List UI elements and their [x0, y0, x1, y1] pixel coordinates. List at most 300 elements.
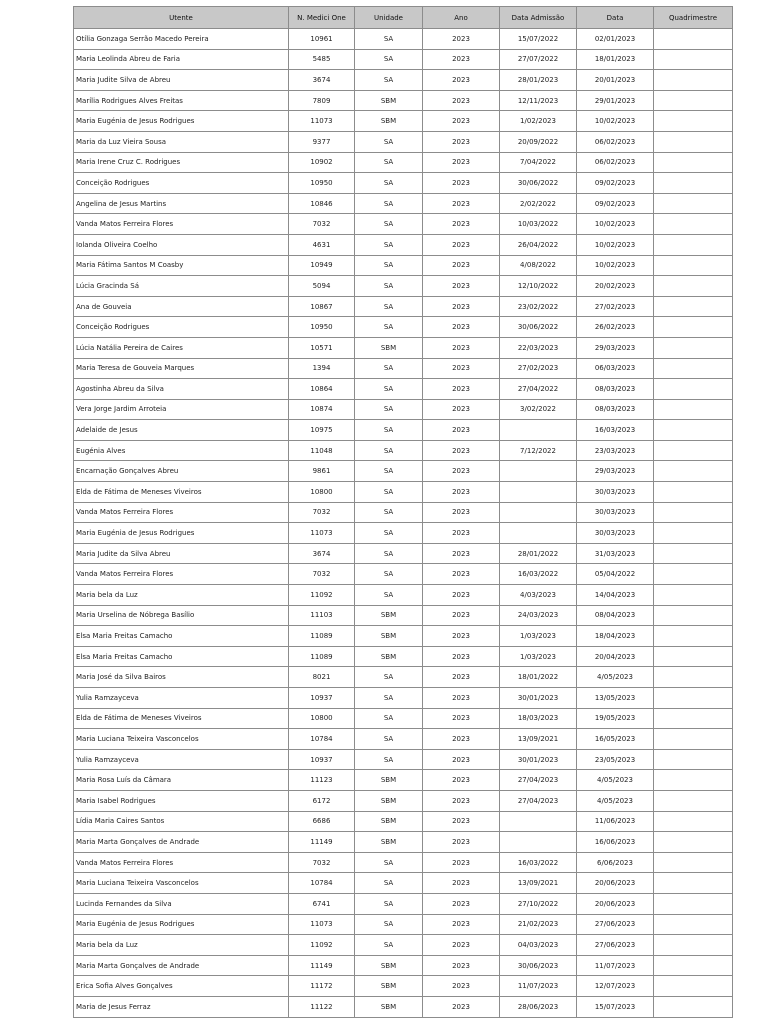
cell-ano: 2023	[423, 976, 500, 997]
table-row	[74, 770, 733, 791]
table-row	[74, 543, 733, 564]
cell-utente: Maria Irene Cruz C. Rodrigues	[74, 152, 289, 173]
cell-n-medici-one: 10800	[289, 708, 355, 729]
cell-utente: Maria Luciana Teixeira Vasconcelos	[74, 729, 289, 750]
cell-ano: 2023	[423, 708, 500, 729]
cell-unidade: SBM	[355, 811, 423, 832]
table-row	[74, 482, 733, 503]
table-row	[74, 29, 733, 50]
cell-n-medici-one: 10874	[289, 399, 355, 420]
cell-data: 12/07/2023	[577, 976, 654, 997]
cell-data: 09/02/2023	[577, 173, 654, 194]
patients-table	[73, 6, 733, 1018]
cell-ano: 2023	[423, 440, 500, 461]
cell-unidade: SA	[355, 399, 423, 420]
cell-data-admissao: 28/01/2022	[500, 543, 577, 564]
cell-unidade: SBM	[355, 996, 423, 1017]
table-row	[74, 873, 733, 894]
cell-n-medici-one: 9377	[289, 131, 355, 152]
cell-data-admissao: 13/09/2021	[500, 873, 577, 894]
cell-data: 08/03/2023	[577, 379, 654, 400]
cell-ano: 2023	[423, 49, 500, 70]
table-row	[74, 626, 733, 647]
cell-utente: Yulia Ramzayceva	[74, 749, 289, 770]
cell-n-medici-one: 10867	[289, 296, 355, 317]
column-header-data: Data	[577, 7, 654, 29]
cell-ano: 2023	[423, 688, 500, 709]
cell-ano: 2023	[423, 996, 500, 1017]
cell-utente: Maria da Luz Vieira Sousa	[74, 131, 289, 152]
cell-quadrimestre	[654, 585, 733, 606]
cell-data-admissao	[500, 502, 577, 523]
cell-utente: Vera Jorge Jardim Arroteia	[74, 399, 289, 420]
cell-unidade: SA	[355, 502, 423, 523]
cell-unidade: SA	[355, 564, 423, 585]
cell-n-medici-one: 4631	[289, 234, 355, 255]
cell-utente: Conceição Rodrigues	[74, 173, 289, 194]
cell-data: 05/04/2022	[577, 564, 654, 585]
cell-n-medici-one: 7032	[289, 852, 355, 873]
cell-ano: 2023	[423, 585, 500, 606]
cell-data: 26/02/2023	[577, 317, 654, 338]
cell-utente: Maria José da Silva Bairos	[74, 667, 289, 688]
cell-data: 16/06/2023	[577, 832, 654, 853]
cell-data: 30/03/2023	[577, 482, 654, 503]
cell-quadrimestre	[654, 832, 733, 853]
cell-data-admissao: 28/06/2023	[500, 996, 577, 1017]
cell-quadrimestre	[654, 317, 733, 338]
cell-utente: Vanda Matos Ferreira Flores	[74, 214, 289, 235]
table-row	[74, 461, 733, 482]
cell-data: 09/02/2023	[577, 193, 654, 214]
table-row	[74, 646, 733, 667]
cell-ano: 2023	[423, 502, 500, 523]
cell-data-admissao: 27/04/2022	[500, 379, 577, 400]
cell-ano: 2023	[423, 152, 500, 173]
cell-unidade: SA	[355, 296, 423, 317]
cell-n-medici-one: 10937	[289, 749, 355, 770]
cell-unidade: SA	[355, 585, 423, 606]
cell-n-medici-one: 11073	[289, 111, 355, 132]
table-row	[74, 337, 733, 358]
cell-data-admissao	[500, 420, 577, 441]
cell-data: 20/04/2023	[577, 646, 654, 667]
cell-quadrimestre	[654, 523, 733, 544]
cell-utente: Maria bela da Luz	[74, 935, 289, 956]
cell-n-medici-one: 11073	[289, 523, 355, 544]
cell-quadrimestre	[654, 564, 733, 585]
table-row	[74, 420, 733, 441]
spreadsheet	[73, 6, 732, 1018]
cell-data-admissao	[500, 811, 577, 832]
cell-unidade: SBM	[355, 832, 423, 853]
cell-unidade: SA	[355, 749, 423, 770]
cell-unidade: SA	[355, 317, 423, 338]
cell-quadrimestre	[654, 152, 733, 173]
cell-ano: 2023	[423, 832, 500, 853]
cell-data-admissao: 1/03/2023	[500, 646, 577, 667]
cell-unidade: SA	[355, 379, 423, 400]
cell-quadrimestre	[654, 49, 733, 70]
cell-data: 29/01/2023	[577, 90, 654, 111]
cell-ano: 2023	[423, 605, 500, 626]
table-row	[74, 214, 733, 235]
cell-ano: 2023	[423, 646, 500, 667]
cell-ano: 2023	[423, 749, 500, 770]
cell-data-admissao: 13/09/2021	[500, 729, 577, 750]
cell-n-medici-one: 11073	[289, 914, 355, 935]
cell-n-medici-one: 10784	[289, 729, 355, 750]
cell-data-admissao: 4/08/2022	[500, 255, 577, 276]
cell-unidade: SBM	[355, 337, 423, 358]
cell-data-admissao: 28/01/2023	[500, 70, 577, 91]
cell-data: 20/02/2023	[577, 276, 654, 297]
table-row	[74, 523, 733, 544]
cell-data-admissao: 27/04/2023	[500, 790, 577, 811]
cell-data-admissao: 15/07/2022	[500, 29, 577, 50]
cell-data-admissao: 16/03/2022	[500, 564, 577, 585]
cell-quadrimestre	[654, 111, 733, 132]
table-row	[74, 852, 733, 873]
cell-quadrimestre	[654, 729, 733, 750]
cell-quadrimestre	[654, 296, 733, 317]
cell-unidade: SA	[355, 729, 423, 750]
cell-data: 06/03/2023	[577, 358, 654, 379]
cell-utente: Agostinha Abreu da Silva	[74, 379, 289, 400]
cell-ano: 2023	[423, 111, 500, 132]
cell-quadrimestre	[654, 646, 733, 667]
cell-ano: 2023	[423, 729, 500, 750]
cell-utente: Elsa Maria Freitas Camacho	[74, 646, 289, 667]
cell-unidade: SA	[355, 461, 423, 482]
cell-ano: 2023	[423, 873, 500, 894]
cell-n-medici-one: 10975	[289, 420, 355, 441]
cell-quadrimestre	[654, 234, 733, 255]
cell-ano: 2023	[423, 543, 500, 564]
cell-quadrimestre	[654, 358, 733, 379]
cell-unidade: SBM	[355, 790, 423, 811]
cell-ano: 2023	[423, 811, 500, 832]
cell-data: 27/06/2023	[577, 914, 654, 935]
cell-data: 11/07/2023	[577, 955, 654, 976]
cell-n-medici-one: 11149	[289, 955, 355, 976]
table-row	[74, 111, 733, 132]
cell-quadrimestre	[654, 811, 733, 832]
cell-data-admissao: 1/03/2023	[500, 626, 577, 647]
cell-ano: 2023	[423, 358, 500, 379]
table-row	[74, 996, 733, 1017]
cell-data-admissao: 2/02/2022	[500, 193, 577, 214]
table-row	[74, 193, 733, 214]
cell-ano: 2023	[423, 893, 500, 914]
cell-utente: Lídia Maria Caires Santos	[74, 811, 289, 832]
cell-n-medici-one: 10571	[289, 337, 355, 358]
cell-ano: 2023	[423, 234, 500, 255]
table-row	[74, 811, 733, 832]
cell-n-medici-one: 10949	[289, 255, 355, 276]
cell-ano: 2023	[423, 914, 500, 935]
cell-n-medici-one: 5485	[289, 49, 355, 70]
cell-utente: Maria Urselina de Nóbrega Basílio	[74, 605, 289, 626]
table-row	[74, 234, 733, 255]
cell-quadrimestre	[654, 893, 733, 914]
cell-data: 20/06/2023	[577, 873, 654, 894]
table-row	[74, 564, 733, 585]
cell-data: 20/01/2023	[577, 70, 654, 91]
cell-ano: 2023	[423, 193, 500, 214]
cell-quadrimestre	[654, 543, 733, 564]
cell-data: 4/05/2023	[577, 790, 654, 811]
cell-data-admissao: 16/03/2022	[500, 852, 577, 873]
cell-quadrimestre	[654, 770, 733, 791]
cell-data: 10/02/2023	[577, 214, 654, 235]
cell-quadrimestre	[654, 131, 733, 152]
cell-quadrimestre	[654, 173, 733, 194]
cell-n-medici-one: 11123	[289, 770, 355, 791]
cell-unidade: SA	[355, 708, 423, 729]
cell-quadrimestre	[654, 935, 733, 956]
cell-ano: 2023	[423, 255, 500, 276]
table-row	[74, 790, 733, 811]
cell-data: 11/06/2023	[577, 811, 654, 832]
cell-utente: Maria Luciana Teixeira Vasconcelos	[74, 873, 289, 894]
table-row	[74, 255, 733, 276]
cell-utente: Lúcia Gracinda Sá	[74, 276, 289, 297]
cell-unidade: SBM	[355, 770, 423, 791]
cell-quadrimestre	[654, 70, 733, 91]
cell-n-medici-one: 10937	[289, 688, 355, 709]
cell-n-medici-one: 10784	[289, 873, 355, 894]
cell-utente: Vanda Matos Ferreira Flores	[74, 852, 289, 873]
cell-unidade: SA	[355, 70, 423, 91]
cell-utente: Maria Marta Gonçalves de Andrade	[74, 955, 289, 976]
column-header-utente: Utente	[74, 7, 289, 29]
cell-data-admissao: 7/12/2022	[500, 440, 577, 461]
cell-data: 10/02/2023	[577, 234, 654, 255]
table-row	[74, 276, 733, 297]
table-row	[74, 152, 733, 173]
cell-unidade: SA	[355, 935, 423, 956]
cell-quadrimestre	[654, 626, 733, 647]
cell-n-medici-one: 11092	[289, 935, 355, 956]
cell-ano: 2023	[423, 214, 500, 235]
column-header-n-medici-one: N. Medici One	[289, 7, 355, 29]
cell-data-admissao: 30/06/2022	[500, 317, 577, 338]
cell-quadrimestre	[654, 605, 733, 626]
cell-data-admissao: 30/01/2023	[500, 749, 577, 770]
cell-data: 23/05/2023	[577, 749, 654, 770]
cell-data-admissao	[500, 523, 577, 544]
cell-data-admissao: 11/07/2023	[500, 976, 577, 997]
cell-utente: Maria Marta Gonçalves de Andrade	[74, 832, 289, 853]
table-row	[74, 667, 733, 688]
cell-n-medici-one: 10950	[289, 173, 355, 194]
cell-data-admissao: 4/03/2023	[500, 585, 577, 606]
cell-ano: 2023	[423, 29, 500, 50]
cell-quadrimestre	[654, 790, 733, 811]
cell-quadrimestre	[654, 461, 733, 482]
cell-n-medici-one: 6172	[289, 790, 355, 811]
cell-n-medici-one: 10864	[289, 379, 355, 400]
cell-n-medici-one: 9861	[289, 461, 355, 482]
cell-quadrimestre	[654, 214, 733, 235]
table-row	[74, 70, 733, 91]
cell-quadrimestre	[654, 440, 733, 461]
cell-n-medici-one: 11089	[289, 626, 355, 647]
cell-unidade: SA	[355, 482, 423, 503]
cell-unidade: SA	[355, 358, 423, 379]
cell-ano: 2023	[423, 461, 500, 482]
cell-n-medici-one: 6741	[289, 893, 355, 914]
cell-quadrimestre	[654, 688, 733, 709]
cell-unidade: SA	[355, 193, 423, 214]
cell-data-admissao	[500, 832, 577, 853]
cell-quadrimestre	[654, 502, 733, 523]
header-row	[74, 7, 733, 29]
cell-ano: 2023	[423, 482, 500, 503]
cell-quadrimestre	[654, 255, 733, 276]
cell-data: 10/02/2023	[577, 255, 654, 276]
cell-data-admissao: 7/04/2022	[500, 152, 577, 173]
cell-data-admissao: 3/02/2022	[500, 399, 577, 420]
table-row	[74, 502, 733, 523]
table-row	[74, 358, 733, 379]
cell-n-medici-one: 8021	[289, 667, 355, 688]
cell-data-admissao: 30/01/2023	[500, 688, 577, 709]
cell-data-admissao: 18/03/2023	[500, 708, 577, 729]
cell-n-medici-one: 7032	[289, 502, 355, 523]
cell-data: 30/03/2023	[577, 523, 654, 544]
cell-data: 16/05/2023	[577, 729, 654, 750]
cell-n-medici-one: 7032	[289, 564, 355, 585]
cell-quadrimestre	[654, 976, 733, 997]
cell-data: 31/03/2023	[577, 543, 654, 564]
cell-quadrimestre	[654, 749, 733, 770]
cell-data-admissao: 18/01/2022	[500, 667, 577, 688]
cell-data: 06/02/2023	[577, 152, 654, 173]
table-row	[74, 90, 733, 111]
cell-utente: Eugénia Alves	[74, 440, 289, 461]
cell-unidade: SA	[355, 688, 423, 709]
cell-data: 27/02/2023	[577, 296, 654, 317]
cell-quadrimestre	[654, 29, 733, 50]
cell-n-medici-one: 10950	[289, 317, 355, 338]
cell-data: 29/03/2023	[577, 461, 654, 482]
cell-utente: Maria bela da Luz	[74, 585, 289, 606]
cell-n-medici-one: 10800	[289, 482, 355, 503]
cell-utente: Maria Rosa Luís da Câmara	[74, 770, 289, 791]
cell-n-medici-one: 10846	[289, 193, 355, 214]
cell-n-medici-one: 11048	[289, 440, 355, 461]
column-header-ano: Ano	[423, 7, 500, 29]
table-row	[74, 914, 733, 935]
cell-ano: 2023	[423, 935, 500, 956]
cell-ano: 2023	[423, 420, 500, 441]
table-row	[74, 976, 733, 997]
table-row	[74, 729, 733, 750]
cell-unidade: SA	[355, 49, 423, 70]
cell-unidade: SA	[355, 152, 423, 173]
cell-ano: 2023	[423, 276, 500, 297]
cell-ano: 2023	[423, 667, 500, 688]
cell-utente: Elda de Fátima de Meneses Viveiros	[74, 708, 289, 729]
cell-data: 4/05/2023	[577, 667, 654, 688]
cell-data-admissao: 27/10/2022	[500, 893, 577, 914]
cell-n-medici-one: 7809	[289, 90, 355, 111]
cell-unidade: SA	[355, 255, 423, 276]
cell-data: 13/05/2023	[577, 688, 654, 709]
cell-data: 14/04/2023	[577, 585, 654, 606]
cell-unidade: SA	[355, 667, 423, 688]
cell-ano: 2023	[423, 173, 500, 194]
cell-ano: 2023	[423, 337, 500, 358]
cell-data: 18/04/2023	[577, 626, 654, 647]
cell-n-medici-one: 11149	[289, 832, 355, 853]
cell-ano: 2023	[423, 626, 500, 647]
cell-unidade: SA	[355, 440, 423, 461]
cell-data: 02/01/2023	[577, 29, 654, 50]
cell-unidade: SBM	[355, 955, 423, 976]
cell-quadrimestre	[654, 955, 733, 976]
cell-utente: Maria Teresa de Gouveia Marques	[74, 358, 289, 379]
cell-unidade: SBM	[355, 605, 423, 626]
cell-data: 4/05/2023	[577, 770, 654, 791]
cell-unidade: SBM	[355, 111, 423, 132]
table-row	[74, 131, 733, 152]
cell-data-admissao: 30/06/2023	[500, 955, 577, 976]
cell-ano: 2023	[423, 399, 500, 420]
cell-quadrimestre	[654, 482, 733, 503]
cell-utente: Angelina de Jesus Martins	[74, 193, 289, 214]
cell-data: 10/02/2023	[577, 111, 654, 132]
cell-ano: 2023	[423, 90, 500, 111]
cell-ano: 2023	[423, 131, 500, 152]
cell-data: 08/03/2023	[577, 399, 654, 420]
cell-utente: Maria Eugénia de Jesus Rodrigues	[74, 111, 289, 132]
cell-unidade: SA	[355, 214, 423, 235]
cell-unidade: SA	[355, 131, 423, 152]
cell-utente: Ana de Gouveia	[74, 296, 289, 317]
table-row	[74, 955, 733, 976]
table-row	[74, 935, 733, 956]
cell-utente: Maria Leolinda Abreu de Faria	[74, 49, 289, 70]
cell-unidade: SBM	[355, 626, 423, 647]
cell-unidade: SA	[355, 852, 423, 873]
cell-n-medici-one: 11089	[289, 646, 355, 667]
cell-utente: Encarnação Gonçalves Abreu	[74, 461, 289, 482]
cell-data: 20/06/2023	[577, 893, 654, 914]
cell-n-medici-one: 11172	[289, 976, 355, 997]
cell-data-admissao: 12/11/2023	[500, 90, 577, 111]
cell-unidade: SBM	[355, 646, 423, 667]
cell-unidade: SA	[355, 234, 423, 255]
cell-utente: Maria Eugénia de Jesus Rodrigues	[74, 914, 289, 935]
cell-quadrimestre	[654, 420, 733, 441]
cell-unidade: SA	[355, 420, 423, 441]
cell-utente: Lucinda Fernandes da Silva	[74, 893, 289, 914]
table-row	[74, 832, 733, 853]
cell-unidade: SA	[355, 893, 423, 914]
cell-ano: 2023	[423, 790, 500, 811]
cell-data-admissao: 22/03/2023	[500, 337, 577, 358]
cell-utente: Vanda Matos Ferreira Flores	[74, 564, 289, 585]
cell-data: 06/02/2023	[577, 131, 654, 152]
cell-utente: Lúcia Natália Pereira de Caires	[74, 337, 289, 358]
table-row	[74, 708, 733, 729]
cell-utente: Vanda Matos Ferreira Flores	[74, 502, 289, 523]
table-row	[74, 749, 733, 770]
cell-data-admissao: 27/02/2023	[500, 358, 577, 379]
